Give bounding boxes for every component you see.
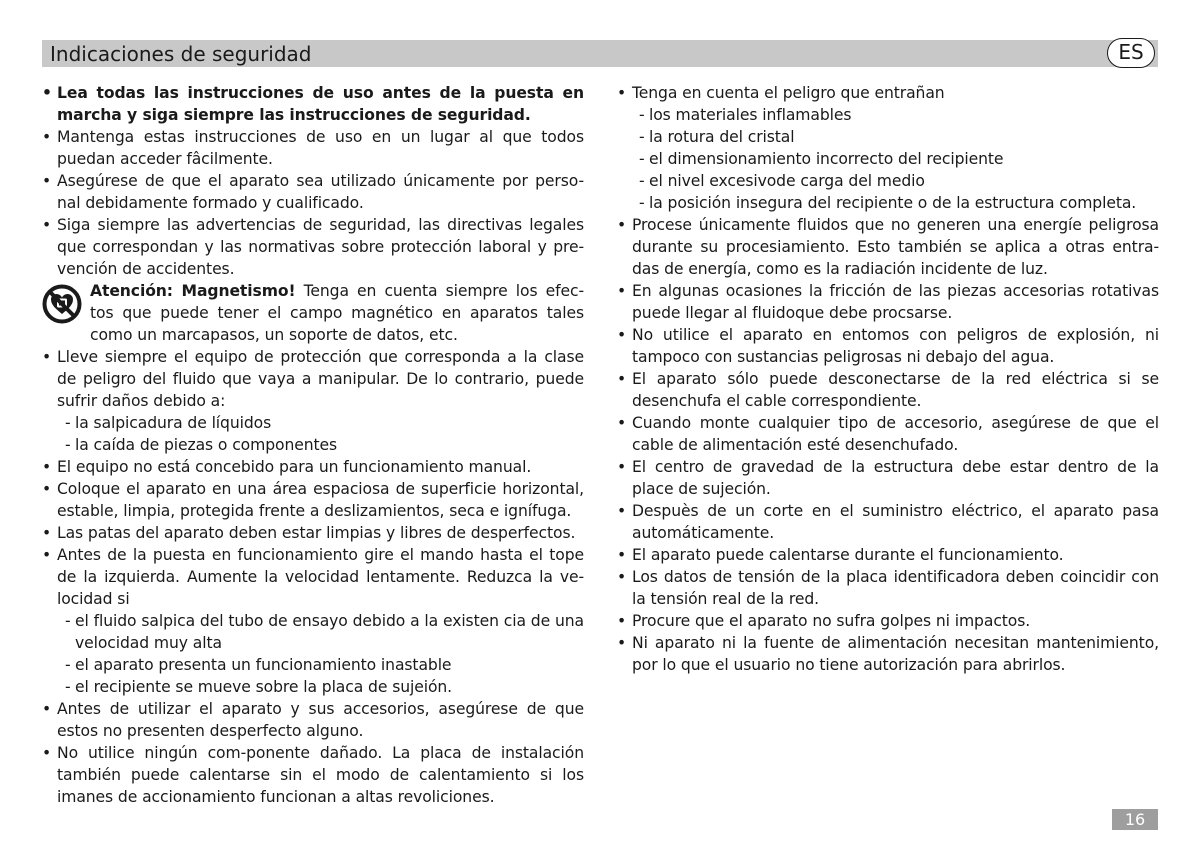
- left-column: [42, 82, 584, 808]
- warning-text: Tenga en cuenta siempre los efec-tos que puede tener el campo magnético en aparatos tales como un marcapasos, un soporte de datos, etc.: [90, 282, 585, 344]
- magnetism-warning: [42, 280, 584, 346]
- sub-list-item: - el fluido salpica del tubo de ensayo debido a la existen cia de una velocidad muy alta: [42, 610, 584, 654]
- list-item: • Coloque el aparato en una área espaciosa de superficie horizontal, estable, limpia, protegida frente a deslizamientos, seca e ignífuga.: [42, 478, 584, 522]
- list-item: • El aparato sólo puede desconectarse de la red eléctrica si se desenchufa el cable correspondiente.: [617, 368, 1159, 412]
- sub-list-item: - la salpicadura de líquidos: [42, 412, 584, 434]
- list-item: • Cuando monte cualquier tipo de accesorio, asegúrese de que el cable de alimentación esté desenchufado.: [617, 412, 1159, 456]
- list-item: • Asegúrese de que el aparato sea utilizado únicamente por perso-nal debidamente formado y cualificado.: [42, 170, 584, 214]
- list-item: • Siga siempre las advertencias de seguridad, las directivas legales que correspondan y las normativas sobre protección laboral y pre-vención de accidentes.: [42, 214, 584, 280]
- list-item: • No utilice ningún com-ponente dañado. La placa de instalación también puede calentarse sin el modo de calentamiento si los imanes de accionamiento funcionan a altas revoliciones.: [42, 742, 584, 808]
- intro-instruction: • Lea todas las instrucciones de uso antes de la puesta en marcha y siga siempre las instrucciones de seguridad.: [42, 82, 584, 126]
- list-item: • Procure que el aparato no sufra golpes ni impactos.: [617, 610, 1159, 632]
- section-title: Indicaciones de seguridad: [50, 42, 312, 66]
- sub-list-item: - la rotura del cristal: [617, 126, 1159, 148]
- list-item: • El equipo no está concebido para un funcionamiento manual.: [42, 456, 584, 478]
- list-item: • El aparato puede calentarse durante el funcionamiento.: [617, 544, 1159, 566]
- list-item: • Las patas del aparato deben estar limpias y libres de desperfectos.: [42, 522, 584, 544]
- sub-list-item: - el dimensionamiento incorrecto del recipiente: [617, 148, 1159, 170]
- list-item: • Lleve siempre el equipo de protección que corresponda a la clase de peligro del fluido que vaya a manipular. De lo contrario, puede sufrir daños debido a:: [42, 346, 584, 412]
- list-item: • Los datos de tensión de la placa identificadora deben coincidir con la tensión real de la red.: [617, 566, 1159, 610]
- language-badge: ES: [1107, 38, 1155, 68]
- no-pacemaker-icon: [42, 284, 82, 324]
- list-item: • Mantenga estas instrucciones de uso en un lugar al que todos puedan acceder fâcilmente.: [42, 126, 584, 170]
- page-number: 16: [1112, 809, 1158, 830]
- sub-list-item: - el nivel excesivode carga del medio: [617, 170, 1159, 192]
- list-item: • Ni aparato ni la fuente de alimentación necesitan mantenimiento, por lo que el usuario no tiene autorización para abrirlos.: [617, 632, 1159, 676]
- sub-list-item: - la caída de piezas o componentes: [42, 434, 584, 456]
- list-item: • El centro de gravedad de la estructura debe estar dentro de la place de sujeción.: [617, 456, 1159, 500]
- list-item: • Antes de la puesta en funcionamiento gire el mando hasta el tope de la izquierda. Aumente la velocidad lentamente. Reduzca la ve-locidad si: [42, 544, 584, 610]
- sub-list-item: - la posición insegura del recipiente o de la estructura completa.: [617, 192, 1159, 214]
- list-item: • Antes de utilizar el aparato y sus accesorios, asegúrese de que estos no presenten desperfecto alguno.: [42, 698, 584, 742]
- right-column: [617, 82, 1159, 676]
- list-item: • No utilice el aparato en entomos con peligros de explosión, ni tampoco con sustancias peligrosas ni debajo del agua.: [617, 324, 1159, 368]
- list-item: • Procese únicamente fluidos que no generen una energíe peligrosa durante su procesiamiento. Esto también se aplica a otras entra-das de energía, como es la radiación incidente de luz.: [617, 214, 1159, 280]
- list-item: • Tenga en cuenta el peligro que entrañan: [617, 82, 1159, 104]
- list-item: • Despuès de un corte en el suministro eléctrico, el aparato pasa automáticamente.: [617, 500, 1159, 544]
- list-item: • En algunas ocasiones la fricción de las piezas accesorias rotativas puede llegar al fluidoque debe procsarse.: [617, 280, 1159, 324]
- sub-list-item: - los materiales inflamables: [617, 104, 1159, 126]
- sub-list-item: - el recipiente se mueve sobre la placa de sujeión.: [42, 676, 584, 698]
- warning-label: Atención: Magnetismo!: [90, 282, 296, 300]
- sub-list-item: - el aparato presenta un funcionamiento inastable: [42, 654, 584, 676]
- section-header-bar: [42, 40, 1158, 67]
